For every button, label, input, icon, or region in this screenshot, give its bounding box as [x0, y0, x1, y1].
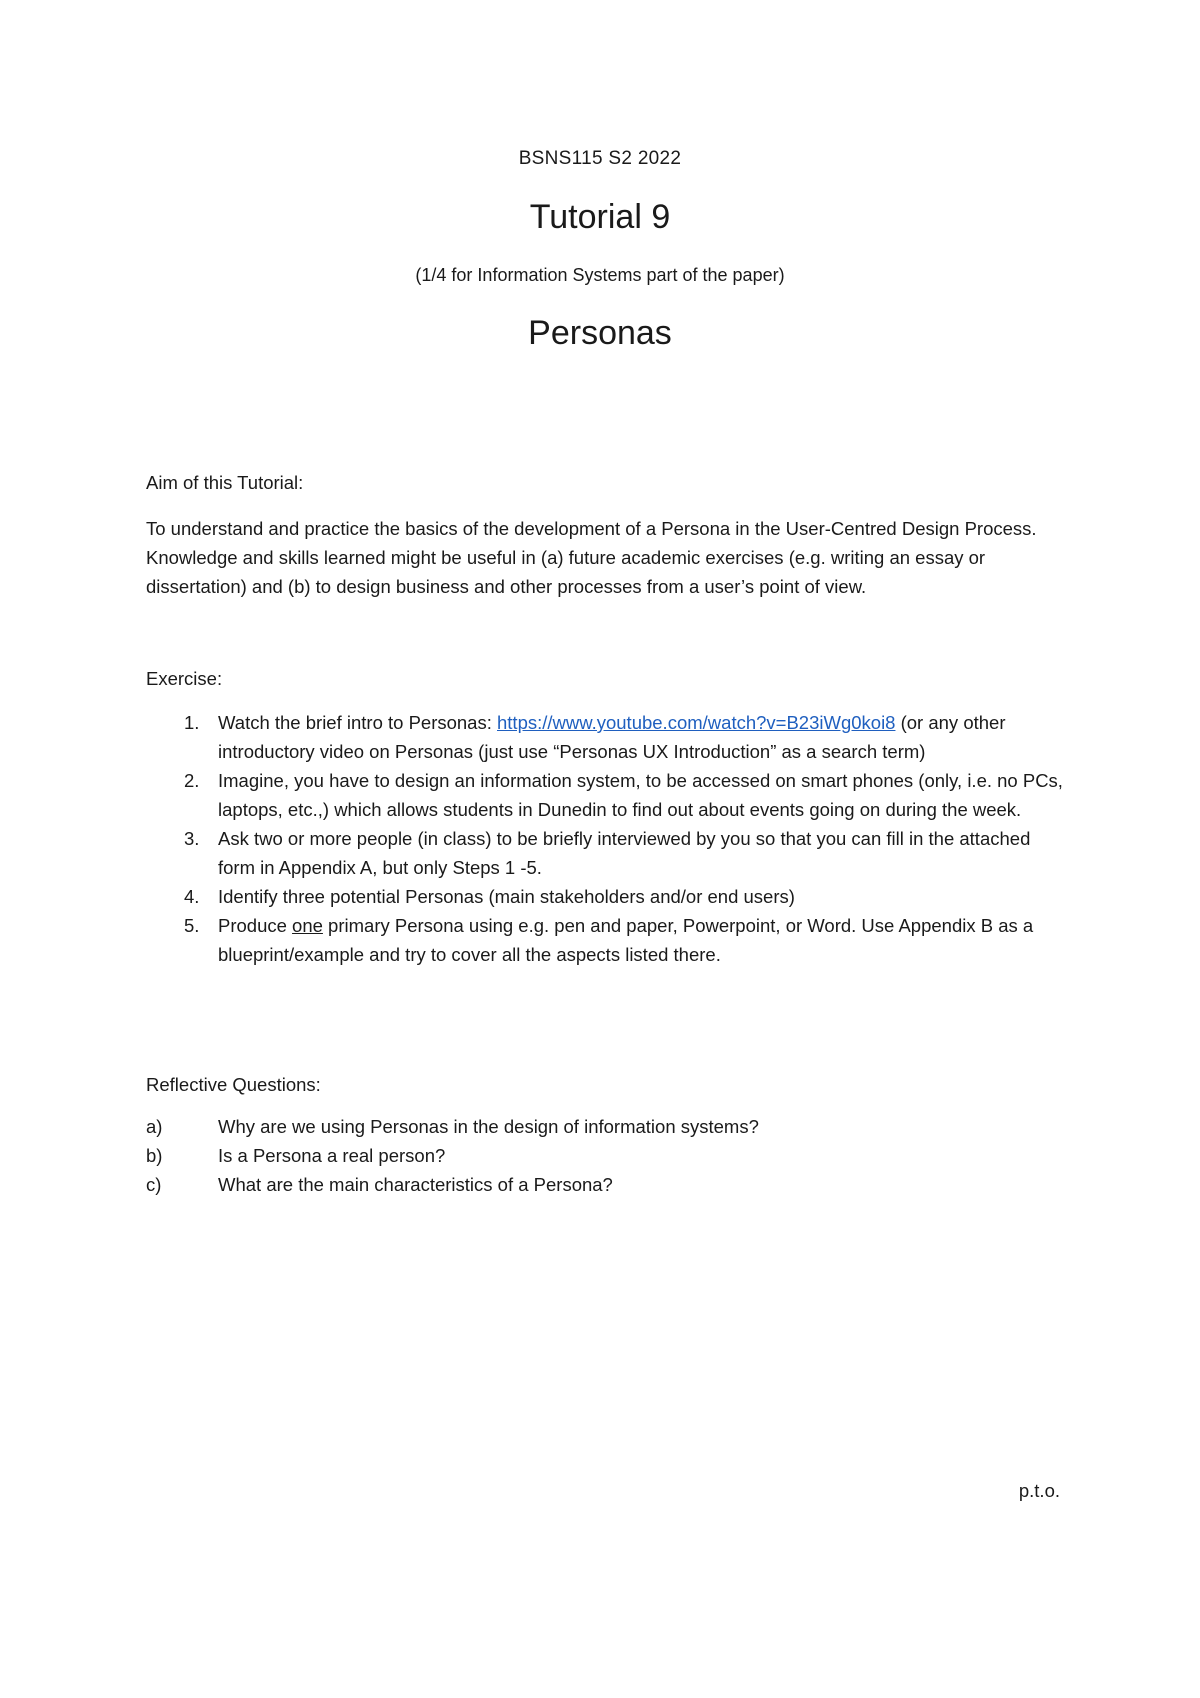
exercise-item-text: Produce: [218, 915, 293, 936]
exercise-item-text: primary Persona using e.g. pen and paper, Powerpoint, or Word. Use Appendix B as a blueprint/example and try to cover all the aspects listed there.: [218, 915, 1034, 965]
exercise-item-4: [146, 882, 1066, 911]
tutorial-title: Tutorial 9: [529, 198, 671, 236]
exercise-item-text: Ask two or more people (in class) to be briefly interviewed by you so that you can fill in the attached form in Appendix A, but only Steps 1 -5.: [218, 828, 1031, 878]
tutorial-subtitle: (1/4 for Information Systems part of the paper): [415, 265, 785, 285]
list-marker: 1.: [184, 712, 200, 733]
list-marker: b): [146, 1145, 163, 1166]
exercise-item-1: [146, 708, 1066, 766]
reflective-list: [146, 1112, 1066, 1199]
aim-paragraph: To understand and practice the basics of the development of a Persona in the User-Centred Design Process. Knowledge and skills learned might be useful in (a) future academic exercises (e.g. writing an essay or dissertation) and (b) to design business and other processes from a user’s point of view.: [146, 518, 1037, 597]
youtube-link[interactable]: https://www.youtube.com/watch?v=B23iWg0koi8: [497, 712, 896, 733]
exercise-item-text: Identify three potential Personas (main stakeholders and/or end users): [218, 886, 795, 907]
exercise-item-3: [146, 824, 1066, 882]
exercise-list: [146, 708, 1066, 969]
list-marker: 3.: [184, 828, 200, 849]
reflective-item-b: [146, 1141, 1066, 1170]
reflective-item-a: [146, 1112, 1066, 1141]
list-marker: 4.: [184, 886, 200, 907]
reflective-item-text: Why are we using Personas in the design of information systems?: [218, 1116, 759, 1137]
list-marker: a): [146, 1116, 163, 1137]
exercise-item-5: [146, 911, 1066, 969]
emphasis-one: one: [292, 915, 323, 936]
list-marker: c): [146, 1174, 162, 1195]
aim-heading: Aim of this Tutorial:: [146, 472, 304, 493]
exercise-item-2: [146, 766, 1066, 824]
exercise-heading: Exercise:: [146, 668, 223, 689]
list-marker: 2.: [184, 770, 200, 791]
page-turn-note: p.t.o.: [1018, 1480, 1060, 1501]
exercise-item-text: Imagine, you have to design an information system, to be accessed on smart phones (only, i.e. no PCs, laptops, etc.,) which allows students in Dunedin to find out about events going on during the week.: [218, 770, 1063, 820]
reflective-item-text: What are the main characteristics of a Persona?: [218, 1174, 613, 1195]
exercise-item-text: Watch the brief intro to Personas:: [218, 712, 497, 733]
course-code: BSNS115 S2 2022: [518, 148, 682, 169]
reflective-item-c: [146, 1170, 1066, 1199]
list-marker: 5.: [184, 915, 200, 936]
reflective-item-text: Is a Persona a real person?: [218, 1145, 446, 1166]
topic-title: Personas: [528, 314, 672, 352]
reflective-heading: Reflective Questions:: [146, 1074, 321, 1095]
exercise-item-text: (or any other introductory video on Personas (just use “Personas UX Introduction” as a search term): [218, 712, 1006, 762]
